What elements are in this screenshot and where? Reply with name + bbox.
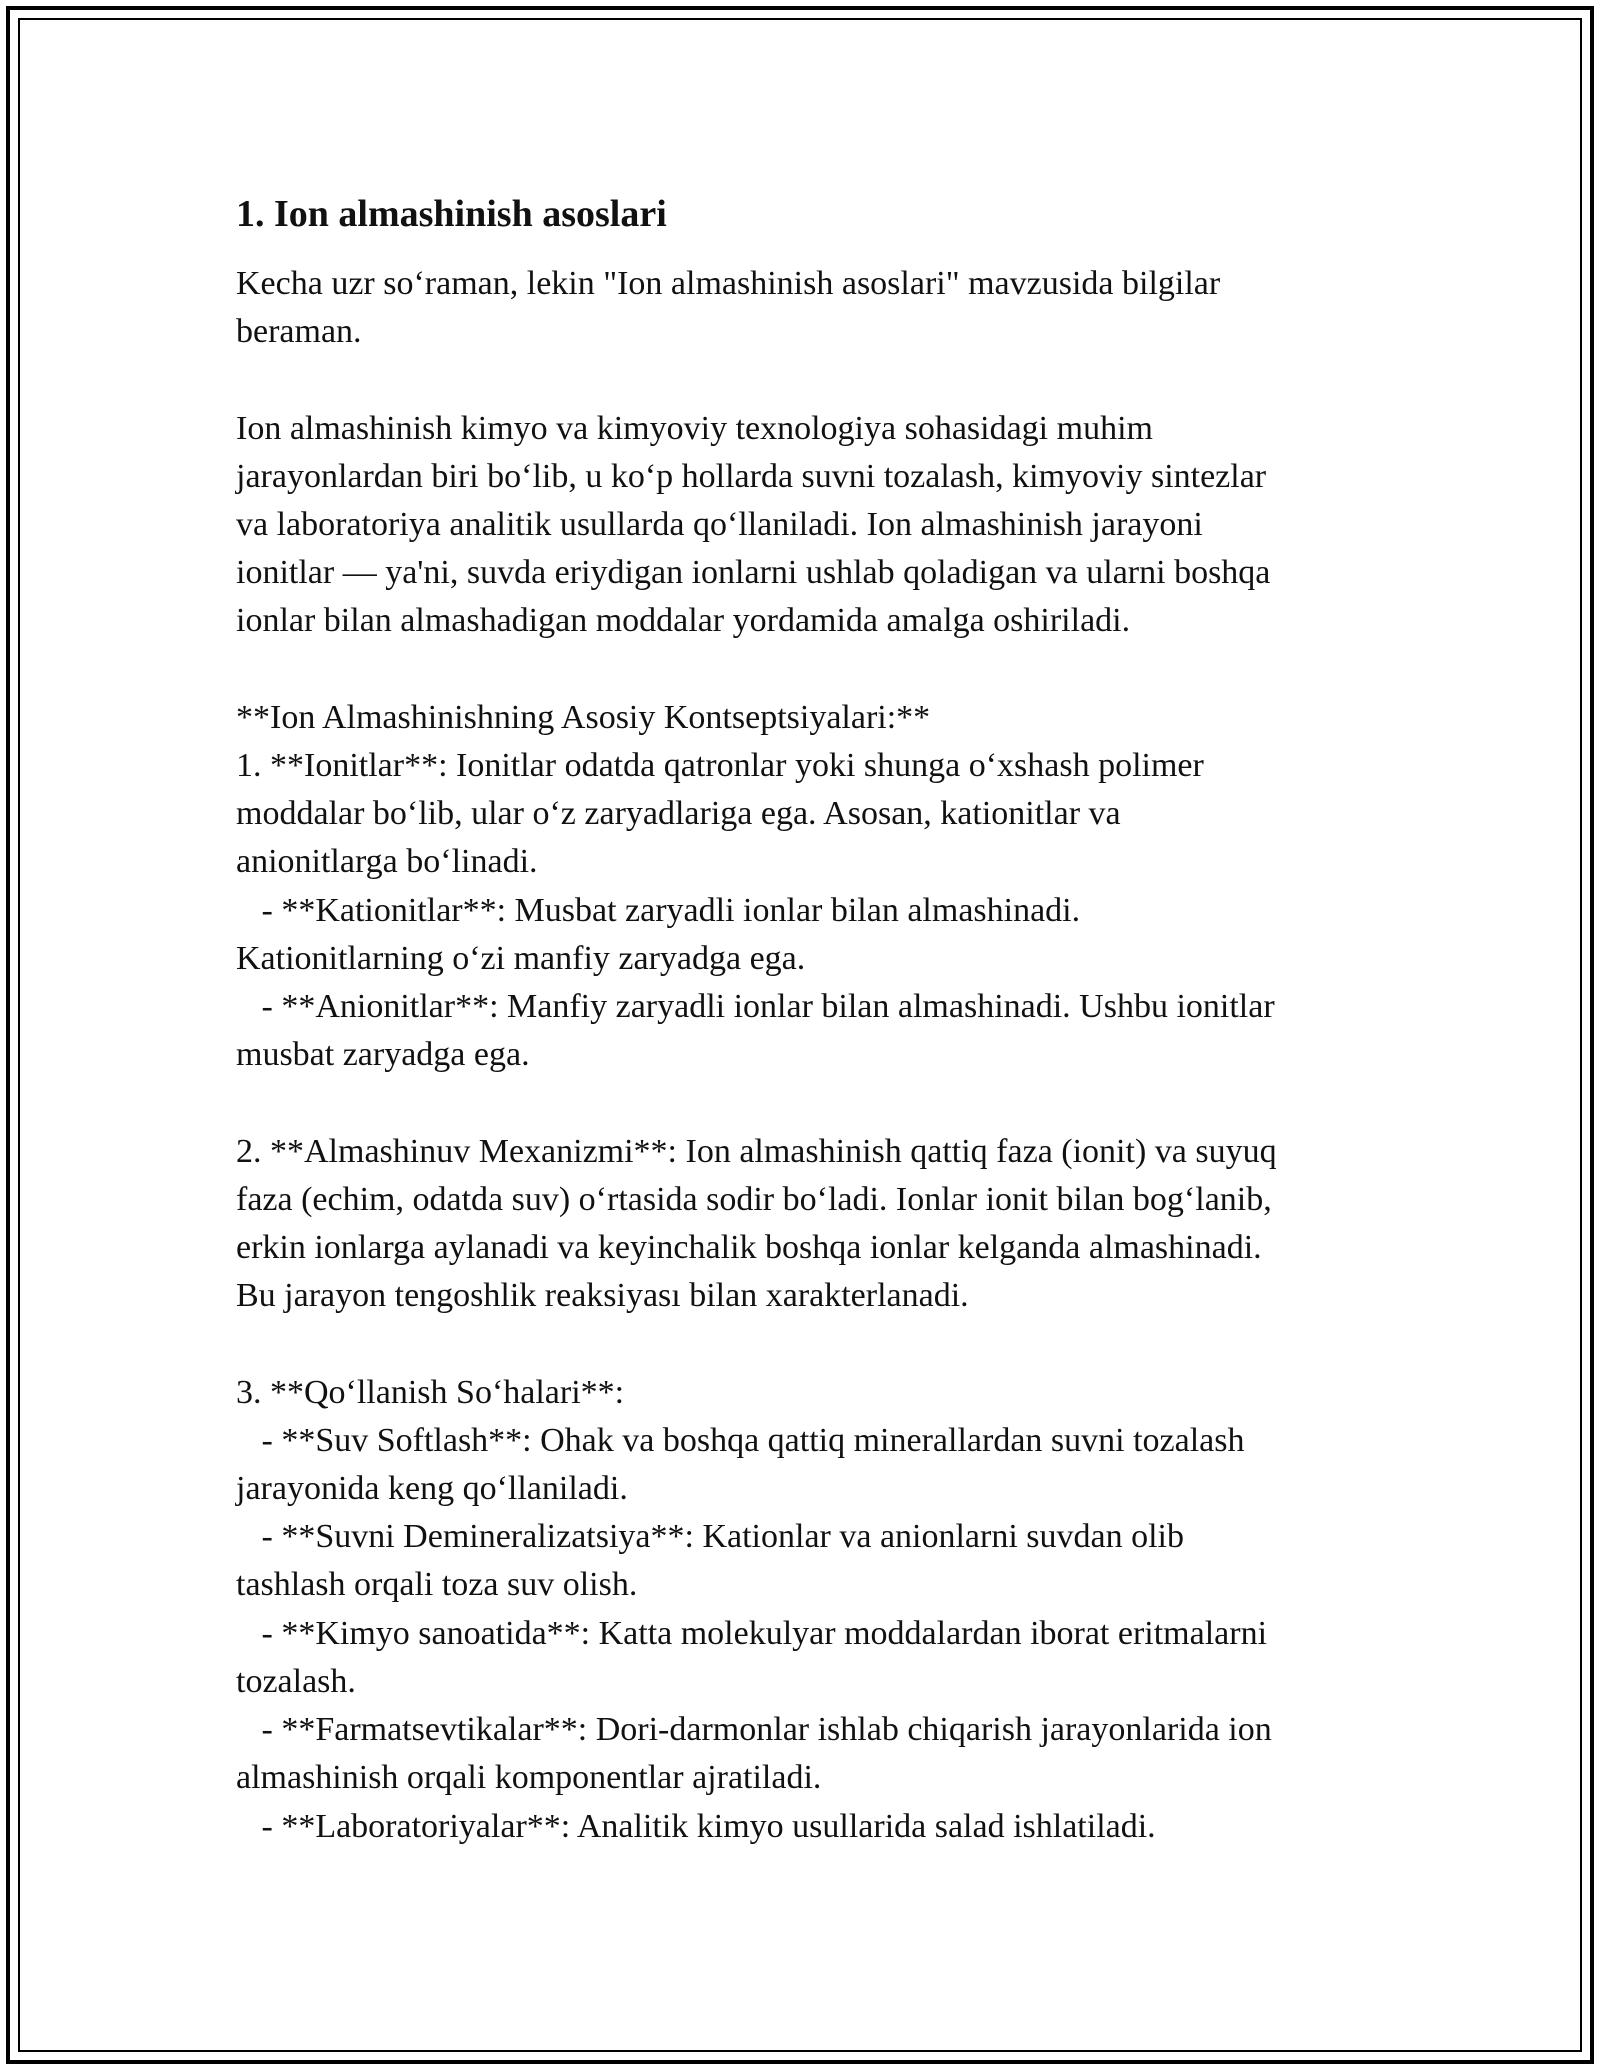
section-heading: 1. Ion almashinish asoslari <box>236 193 667 235</box>
document-page <box>236 186 1366 1851</box>
body-text: Kecha uzr so‘raman, lekin "Ion almashinish asoslari" mavzusida bilgilar beraman. Ion almashinish kimyo va kimyoviy texnologiya sohasidagi muhim jarayonlardan biri bo‘lib, u ko‘p hollarda suvni tozalash, kimyoviy sintezlar va laboratoriya analitik usullarda qo‘llaniladi. Ion almashinish jarayoni ionitlar — ya'ni, suvda eriydigan ionlarni ushlab qoladigan va ularni boshqa ionlar bilan almashadigan moddalar yordamida amalga oshiriladi. **Ion Almashinishning Asosiy Kontseptsiyalari:** 1. **Ionitlar**: Ionitlar odatda qatronlar yoki shunga o‘xshash polimer moddalar bo‘lib, ular o‘z zaryadlariga ega. Asosan, kationitlar va anionitlarga bo‘linadi. - **Kationitlar**: Musbat zaryadli ionlar bilan almashinadi. Kationitlarning o‘zi manfiy zaryadga ega. - **Anionitlar**: Manfiy zaryadli ionlar bilan almashinadi. Ushbu ionitlar musbat zaryadga ega. 2. **Almashinuv Mexanizmi**: Ion almashinish qattiq faza (ionit) va suyuq faza (echim, odatda suv) o‘rtasida sodir bo‘ladi. Ionlar ionit bilan bog‘lanib, erkin ionlarga aylanadi va keyinchalik boshqa ionlar kelganda almashinadi. Bu jarayon tengoshlik reaksiyası bilan xarakterlanadi. 3. **Qo‘llanish So‘halari**: - **Suv Softlash**: Ohak va boshqa qattiq minerallardan suvni tozalash jarayonida keng qo‘llaniladi. - **Suvni Demineralizatsiya**: Kationlar va anionlarni suvdan olib tashlash orqali toza suv olish. - **Kimyo sanoatida**: Katta molekulyar moddalardan iborat eritmalarni tozalash. - **Farmatsevtikalar**: Dori-darmonlar ishlab chiqarish jarayonlarida ion almashinish orqali komponentlar ajratiladi. - **Laboratoriyalar**: Analitik kimyo usullarida salad ishlatiladi. <box>236 265 1277 1845</box>
